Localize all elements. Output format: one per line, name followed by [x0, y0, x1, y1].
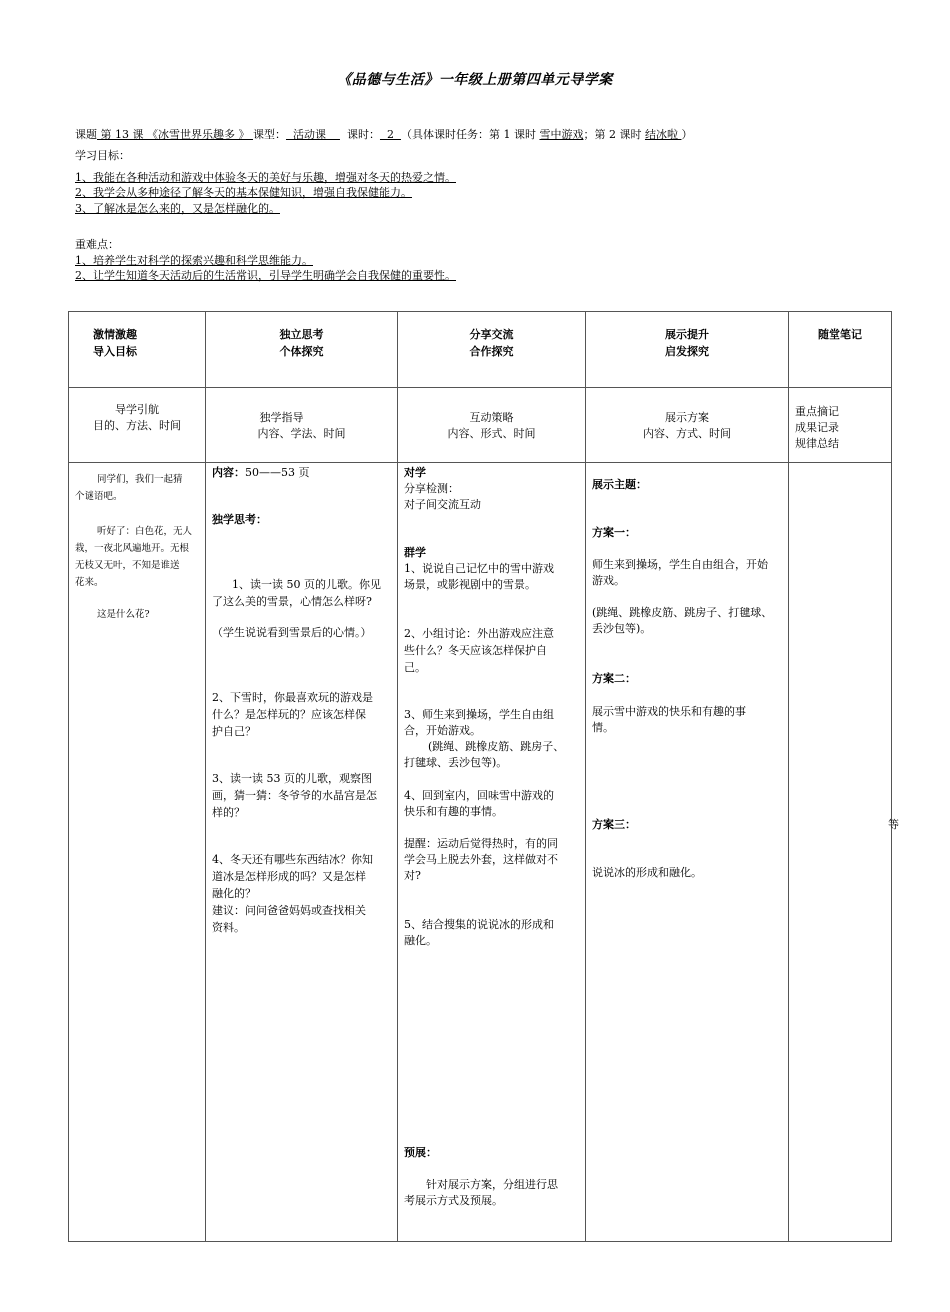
plan-table	[68, 311, 899, 1242]
preview-text: 针对展示方案，分组进行思	[426, 1178, 558, 1191]
header-line: 启发探究	[665, 345, 709, 358]
plan-text: 游戏。	[592, 574, 625, 587]
pair-text: 分享检测：	[404, 482, 459, 495]
subheader-line: 内容、方式、时间	[643, 427, 731, 440]
question-text: 样的？	[212, 806, 245, 819]
plan-text: 丢沙包等)。	[592, 622, 652, 635]
header-line: 个体探究	[279, 345, 324, 358]
header-cell	[789, 312, 892, 388]
subheader-cell	[789, 388, 892, 463]
course-line	[75, 127, 895, 143]
group-label: 群学	[404, 546, 426, 559]
tasks-suffix: ）	[681, 128, 693, 141]
content-label: 内容：	[212, 466, 245, 479]
group-text: 快乐和有趣的事情。	[404, 805, 503, 818]
question-text: 护自己？	[212, 725, 256, 738]
type-value: 活动课	[285, 128, 340, 141]
preview-text: 考展示方式及预展。	[404, 1194, 503, 1207]
lesson-label: 课题	[75, 128, 97, 141]
plan-text: (跳绳、跳橡皮筋、跳房子、打毽球、	[592, 606, 773, 619]
intro-text: 同学们，我们一起猜	[97, 474, 183, 485]
group-text: 融化。	[404, 934, 437, 947]
notes-cell	[789, 463, 899, 1242]
goal-item: 2、我学会从多种途径了解冬天的基本保健知识，增强自我保健能力。	[75, 186, 412, 199]
lesson-name: 第 13 课 《冰雪世界乐趣多 》	[97, 128, 253, 141]
subheader-line: 互动策略	[469, 411, 514, 424]
preview-label: 预展：	[404, 1146, 437, 1159]
header-line: 展示提升	[665, 328, 709, 341]
page-title: 《品德与生活》一年级上册第四单元导学案	[337, 72, 613, 88]
subheader-line: 独学指导	[259, 411, 304, 424]
question-text: 3、读一读 53 页的儿歌，观察图	[212, 772, 372, 785]
plan-text: 展示雪中游戏的快乐和有趣的事	[592, 705, 746, 718]
group-text: 5、结合搜集的说说冰的形成和	[404, 918, 554, 931]
subheader-line: 目的、方法、时间	[93, 419, 181, 432]
riddle-text: 无枝又无叶，不知是谁送	[75, 560, 180, 571]
group-text: 2、小组讨论：外出游戏应注意	[404, 627, 554, 640]
content-value: 50——53 页	[245, 466, 310, 479]
tip-text: 对?	[404, 869, 421, 882]
question-text: 1、读一读 50 页的儿歌。你见	[232, 578, 381, 591]
header-line: 合作探究	[469, 345, 514, 358]
question-text: 2、下雪时，你最喜欢玩的游戏是	[212, 691, 373, 704]
task-2: 结冰啦	[644, 128, 682, 141]
question-text: 了这么美的雪景，心情怎么样呀?	[212, 595, 372, 608]
group-text: 合，开始游戏。	[404, 724, 481, 737]
riddle-text: 听好了：白色花，无人	[97, 526, 193, 537]
question-text: 4、冬天还有哪些东西结冰？你知	[212, 853, 373, 866]
header-line: 独立思考	[279, 328, 324, 341]
question-text: 画，猜一猜：冬爷爷的水晶宫是怎	[212, 789, 377, 802]
group-text: 己。	[404, 661, 426, 674]
header-cell	[69, 312, 206, 388]
subheader-line: 内容、形式、时间	[447, 427, 536, 440]
question-text: 融化的？	[212, 887, 256, 900]
header-row	[69, 312, 892, 388]
tasks-prefix: （具体课时任务：第 1 课时	[400, 128, 540, 141]
interaction-cell	[398, 463, 586, 1242]
goal-item: 3、了解冰是怎么来的，又是怎样融化的。	[75, 202, 280, 215]
header-line: 激情激趣	[93, 328, 137, 341]
type-label: 课型：	[252, 128, 286, 141]
question-text: 资料。	[212, 921, 245, 934]
plan-label: 方案三：	[592, 818, 636, 831]
subheader-line: 重点摘记	[795, 405, 839, 418]
header-cell	[586, 312, 789, 388]
subheader-cell	[206, 388, 398, 463]
key-point-item: 1、培养学生对科学的探索兴趣和科学思维能力。	[75, 254, 313, 267]
group-text: 些什么？冬天应该怎样保护自	[404, 644, 547, 657]
subheader-line: 内容、学法、时间	[257, 427, 346, 440]
side-character: 等	[888, 818, 899, 831]
tasks-mid: ；第 2 课时	[583, 128, 645, 141]
goal-item: 1、我能在各种活动和游戏中体验冬天的美好与乐趣，增强对冬天的热爱之情。	[75, 171, 456, 184]
intro-text: 个谜语吧。	[75, 491, 123, 502]
plan-text: 说说冰的形成和融化。	[592, 866, 702, 879]
tip-text: 学会马上脱去外套，这样做对不	[404, 853, 558, 866]
plan-text: 师生来到操场，学生自由组合，开始	[592, 558, 768, 571]
hours-value: 2	[379, 128, 401, 141]
question-text: 道冰是怎样形成的吗？又是怎样	[212, 870, 366, 883]
header-cell	[398, 312, 586, 388]
think-label: 独学思考：	[212, 513, 267, 526]
riddle-text: 栽，一夜北风遍地开。无根	[75, 543, 190, 554]
group-text: 场景，或影视剧中的雪景。	[404, 578, 536, 591]
subheader-cell	[398, 388, 586, 463]
subheader-line: 导学引航	[115, 403, 159, 416]
goals-label: 学习目标：	[75, 149, 130, 162]
riddle-text: 花来。	[75, 577, 104, 588]
pair-label: 对学	[404, 466, 426, 479]
intro-cell	[69, 463, 206, 1242]
subheader-line: 成果记录	[795, 421, 839, 434]
theme-label: 展示主题：	[592, 478, 647, 491]
key-point-item: 2、让学生知道冬天活动后的生活常识，引导学生明确学会自我保健的重要性。	[75, 269, 456, 282]
plan-label: 方案二：	[592, 672, 636, 685]
presentation-cell	[586, 463, 789, 1242]
header-line: 随堂笔记	[818, 328, 862, 341]
self-study-cell	[206, 463, 398, 1242]
plan-text: 情。	[592, 721, 614, 734]
content-row	[69, 463, 892, 1242]
pair-text: 对子间交流互动	[404, 498, 481, 511]
header-cell	[206, 312, 398, 388]
hours-label: 课时：	[346, 128, 380, 141]
question-text: 什么？是怎样玩的？应该怎样保	[212, 708, 366, 721]
group-text: (跳绳、跳橡皮筋、跳房子、	[428, 740, 565, 753]
subheader-cell	[69, 388, 206, 463]
question-text: 建议：问问爸爸妈妈或查找相关	[212, 904, 366, 917]
subheader-line: 规律总结	[795, 437, 839, 450]
subheader-cell	[586, 388, 789, 463]
group-text: 3、师生来到操场，学生自由组	[404, 708, 554, 721]
riddle-question: 这是什么花?	[97, 609, 150, 620]
group-text: 1、说说自己记忆中的雪中游戏	[404, 562, 554, 575]
question-note: （学生说说看到雪景后的心情。）	[212, 626, 372, 639]
subheader-line: 展示方案	[665, 411, 709, 424]
group-text: 4、回到室内，回味雪中游戏的	[404, 789, 554, 802]
key-points-label: 重难点：	[75, 238, 119, 251]
tip-text: 提醒：运动后觉得热时，有的同	[404, 837, 558, 850]
group-text: 打毽球、丢沙包等)。	[404, 756, 508, 769]
subheader-row	[69, 388, 892, 463]
header-line: 导入目标	[93, 345, 137, 358]
plan-label: 方案一：	[592, 526, 636, 539]
header-line: 分享交流	[469, 328, 514, 341]
task-1: 雪中游戏	[539, 128, 584, 141]
